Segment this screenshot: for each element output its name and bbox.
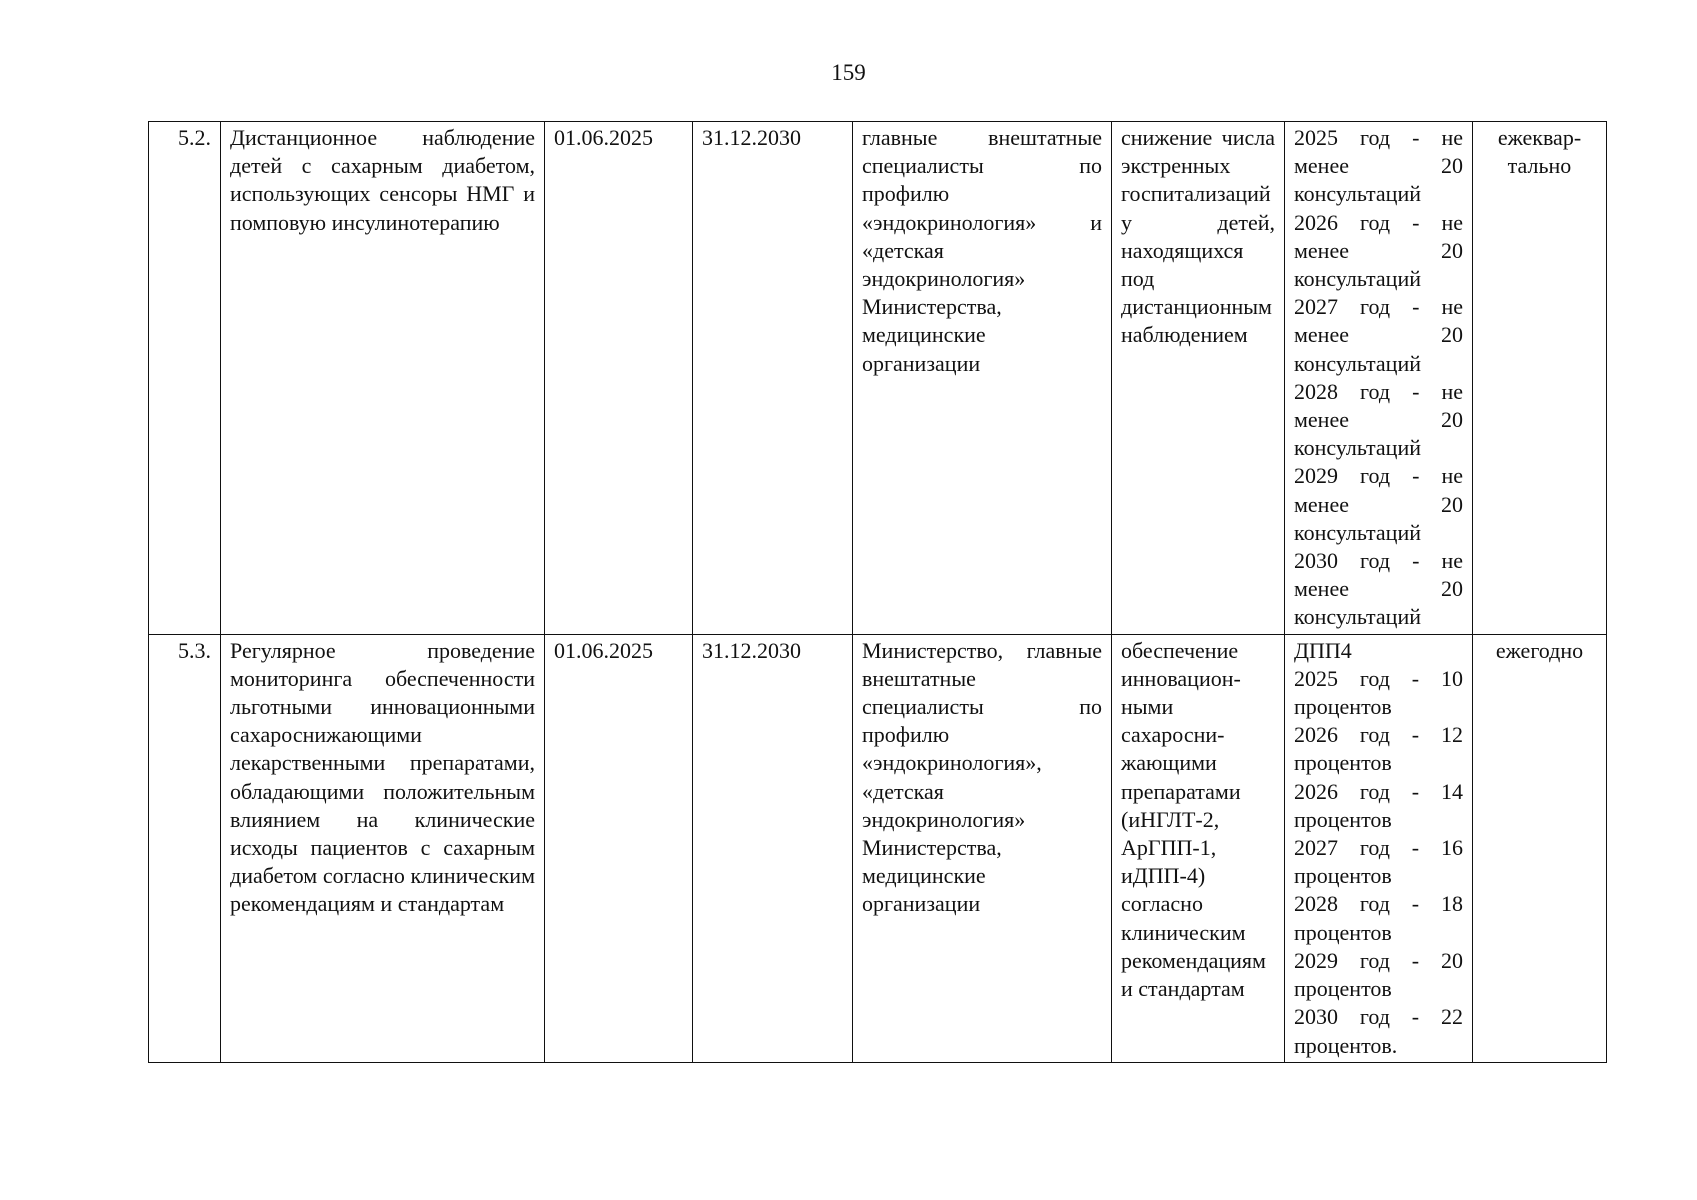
indicator-line: 2026 год - 14 xyxy=(1294,778,1463,804)
start-date: 01.06.2025 xyxy=(545,634,693,1062)
end-date: 31.12.2030 xyxy=(693,122,853,635)
indicator-line: менее 20 xyxy=(1294,491,1463,517)
indicator-line: консультаций xyxy=(1294,181,1421,207)
indicator-line: менее 20 xyxy=(1294,237,1463,263)
table-row xyxy=(149,634,1607,1062)
indicator-line: консультаций xyxy=(1294,519,1421,545)
indicator-line: 2025 год - 10 xyxy=(1294,665,1463,691)
expected-result: обеспечение инновационными сахароснижающими препаратами (иНГЛТ-2, АрГПП-1, иДПП-4) согласно клиническим рекомендациям и стандартам xyxy=(1112,634,1285,1062)
indicator-line: менее 20 xyxy=(1294,322,1463,348)
indicator-line: 2028 год - 18 xyxy=(1294,891,1463,917)
target-indicators xyxy=(1285,634,1473,1062)
page-number: 159 xyxy=(831,60,866,85)
indicator-line: 2025 год - не xyxy=(1294,125,1463,150)
indicator-line: консультаций xyxy=(1294,435,1421,461)
plan-table xyxy=(148,121,1607,1063)
event-description: Дистанционное наблюдение детей с сахарным диабетом, использующих сенсоры НМГ и помповую инсулинотерапию xyxy=(221,122,545,635)
indicator-line: процентов xyxy=(1294,806,1392,832)
indicator-line: менее 20 xyxy=(1294,407,1463,433)
row-number: 5.2. xyxy=(149,122,221,635)
indicator-line: консультаций xyxy=(1294,604,1421,630)
end-date: 31.12.2030 xyxy=(693,634,853,1062)
indicator-line: процентов xyxy=(1294,694,1392,720)
table-row xyxy=(149,122,1607,635)
target-indicators xyxy=(1285,122,1473,635)
indicator-line: 2028 год - не xyxy=(1294,378,1463,404)
indicator-line: процентов xyxy=(1294,750,1392,776)
indicator-line: 2030 год - 22 xyxy=(1294,1004,1463,1030)
reporting-period: ежеквартально xyxy=(1473,122,1607,635)
indicator-line: 2030 год - не xyxy=(1294,548,1463,574)
indicator-line: 2029 год - 20 xyxy=(1294,947,1463,973)
indicator-line: процентов xyxy=(1294,976,1392,1002)
indicator-line: ДПП4 xyxy=(1294,637,1352,663)
indicator-line: консультаций xyxy=(1294,350,1421,376)
expected-result: снижение числа экстренных госпитализаций у детей, находящихся под дистанционным наблюдением xyxy=(1112,122,1285,635)
indicator-line: процентов xyxy=(1294,863,1392,889)
indicator-line: 2026 год - 12 xyxy=(1294,722,1463,748)
responsible-executors: Министерство, главные внештатные специалисты по профилю «эндокринология», «детская эндокринология» Министерства, медицинские организации xyxy=(853,634,1112,1062)
indicator-line: процентов xyxy=(1294,919,1392,945)
event-description: Регулярное проведение мониторинга обеспеченности льготными инновационными сахароснижающими лекарственными препаратами, обладающими положительным влиянием на клинические исходы пациентов с сахарным диабетом согласно клиническим рекомендациям и стандартам xyxy=(221,634,545,1062)
start-date: 01.06.2025 xyxy=(545,122,693,635)
indicator-line: процентов. xyxy=(1294,1032,1398,1058)
row-number: 5.3. xyxy=(149,634,221,1062)
responsible-executors: главные внештатные специалисты по профилю «эндокринология» и «детская эндокринология» Министерства, медицинские организации xyxy=(853,122,1112,635)
indicator-line: менее 20 xyxy=(1294,153,1463,179)
indicator-line: 2026 год - не xyxy=(1294,209,1463,235)
reporting-period: ежегодно xyxy=(1473,634,1607,1062)
indicator-line: 2027 год - не xyxy=(1294,294,1463,320)
indicator-line: 2027 год - 16 xyxy=(1294,835,1463,861)
indicator-line: консультаций xyxy=(1294,266,1421,292)
indicator-line: 2029 год - не xyxy=(1294,463,1463,489)
indicator-line: менее 20 xyxy=(1294,576,1463,602)
